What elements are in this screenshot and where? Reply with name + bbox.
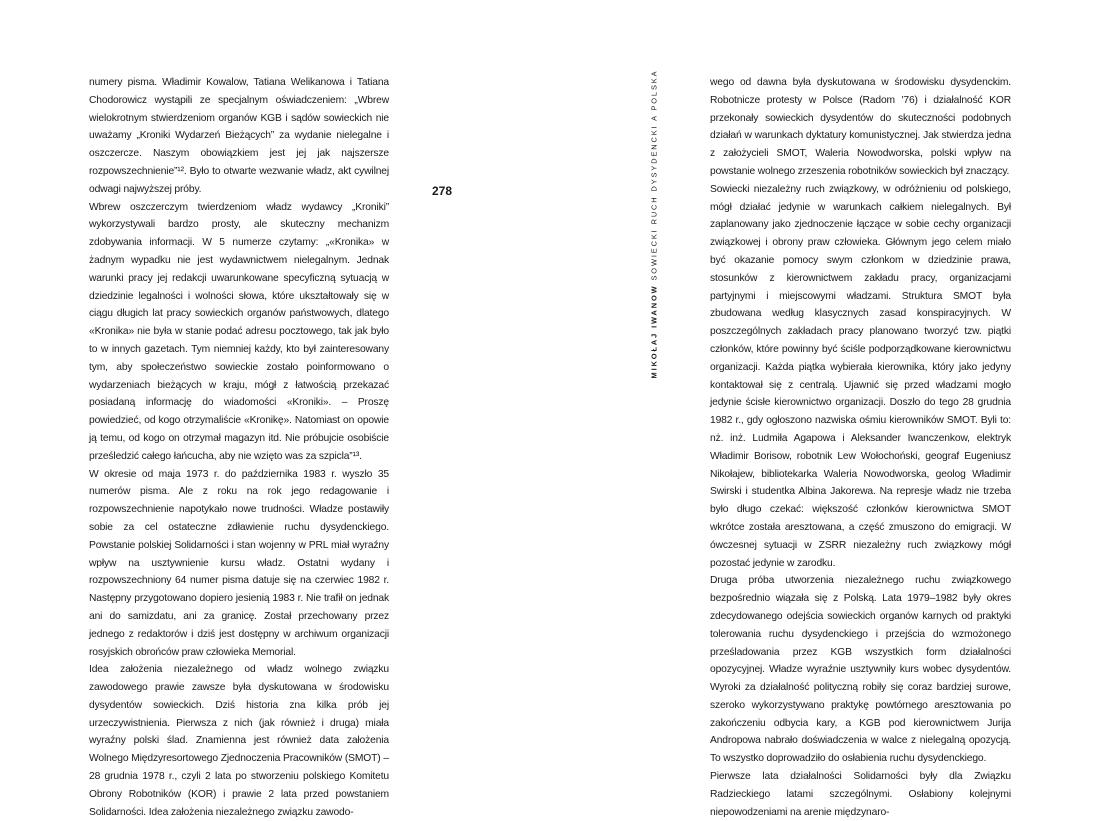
running-head-title: SOWIECKI RUCH DYSYDENCKI A POLSKA bbox=[649, 69, 659, 281]
right-text-column bbox=[710, 74, 1011, 821]
left-text-column bbox=[89, 74, 389, 821]
paragraph: numery pisma. Władimir Kowalow, Tatiana Welikanowa i Tatiana Chodorowicz wystąpili ze specjalnym oświadczeniem: „Wbrew wielokrotnym stwierdzeniom organów KGB i sądów sowieckich nie uważamy „Kroniki Wydarzeń Bieżących” za wydanie nielegalne i oszczercze. Naszym obowiązkiem jest jej jak najszersze rozpowszechnienie”¹². Było to otwarte wezwanie władz, akt cywilnej odwagi najwyższej próby. bbox=[89, 77, 389, 195]
paragraph: Idea założenia niezależnego od władz wolnego związku zawodowego prawie zawsze była dyskutowana w środowisku dysydentów sowieckich. Dziś historia zna kilka prób jej urzeczywistnienia. Pierwsza z nich (jak również i druga) miała wyraźny polski ślad. Znamienna jest również data założenia Wolnego Międzyresortowego Zjednoczenia Pracowników (SMOT) – 28 grudnia 1978 r., czyli 2 lata po stworzeniu polskiego Komitetu Obrony Robotników (KOR) i prawie 2 lata przed powstaniem Solidarności. Idea założenia niezależnego związku zawodo- bbox=[89, 664, 389, 818]
running-head bbox=[650, 70, 659, 379]
paragraph: W okresie od maja 1973 r. do października 1983 r. wyszło 35 numerów pisma. Ale z roku na rok jego redagowanie i rozpowszechnienie napotykało nowe trudności. Władze postawiły sobie za cel ostateczne zdławienie ruchu dysydenckiego. Powstanie polskiej Solidarności i stan wojenny w PRL miał wyraźny wpływ na usztywnienie kursu władz. Ostatni wydany i rozpowszechniony 64 numer pisma datuje się na czerwiec 1982 r. Następny przygotowano dopiero jesienią 1983 r. Nie trafił on jednak ani do samizdatu, ani za granicę. Został przechowany przez jednego z redaktorów i dziś jest dostępny w archiwum organizacji rosyjskich obrońców praw człowieka Memorial. bbox=[89, 468, 389, 658]
paragraph: wego od dawna była dyskutowana w środowisku dysydenckim. Robotnicze protesty w Polsce (Radom '76) i działalność KOR przekonały sowieckich dysydentów do skuteczności podobnych działań w warunkach dyktatury komunistycznej. Jak stwierdza jedna z założycieli SMOT, Waleria Nowodworska, polski wpływ na powstanie wolnego zrzeszenia robotników sowieckich był znaczący. bbox=[710, 77, 1011, 177]
page-number: 278 bbox=[432, 184, 453, 198]
paragraph: Sowiecki niezależny ruch związkowy, w odróżnieniu od polskiego, mógł działać jedynie w warunkach całkiem nielegalnych. Był zaplanowany jako zjednoczenie łączące w sobie cechy organizacji związkowej i obrony praw człowieka. Głównym jego celem miało być okazanie pomocy swym członkom w dziedzinie prawa, stosunków z kierownictwem zakładu pracy, organizacjami partyjnymi i miejscowymi władzami. Struktura SMOT była zbudowana według klasycznych zasad konspiracyjnych. W poszczególnych zakładach pracy planowano tworzyć tzw. piątki członków, które powinny być ściśle podporządkowane kierownictwu organizacji. Każda piątka wybierała kierownika, który jako jedyny kontaktował się z centralą. Ujawnić się przed władzami mogło jedynie ścisłe kierownictwo organizacji. Doszło do tego 28 grudnia 1982 r., gdy ogłoszono nazwiska ośmiu kierowników SMOT. Byli to: nż. inż. Ludmiła Agapowa i Aleksander Iwanczenkow, elektryk Władimir Borisow, robotnik Lew Wołochoński, geograf Eugeniusz Nikołajew, bibliotekarka Waleria Nowodworska, geolog Władimir Swirski i studentka Albina Jakorewa. Na represje władz nie trzeba było długo czekać: większość członków kierownictwa SMOT wkrótce została aresztowana, a część zmuszono do emigracji. W ówczesnej sytuacji w ZSRR niezależny ruch związkowy mógł pozostać jedynie w zarodku. bbox=[710, 183, 1011, 569]
paragraph: Wbrew oszczerczym twierdzeniom władz wydawcy „Kroniki” wykorzystywali bardzo prosty, ale skuteczny mechanizm zdobywania informacji. W 5 numerze czytamy: „«Kronika» w żadnym wypadku nie jest wydawnictwem nielegalnym. Jednak warunki pracy jej redakcji uwarunkowane specyficzną sytuacją w dziedzinie legalności i wolności słowa, które ukształtowały się w ciągu długich lat pracy sowieckich organów państwowych, dlatego «Kronika» nie była w stanie podać adresu pocztowego, tak jak było to w innych gazetach. Tym niemniej każdy, kto był zainteresowany tym, aby społeczeństwo sowieckie zostało poinformowano o wydarzeniach bieżących w kraju, mógł z łatwością przekazać posiadaną informację do wiadomości «Kroniki». – Proszę powiedzieć, od kogo otrzymaliście «Kronikę». Natomiast on opowie ją temu, od kogo on otrzymał magazyn itd. Nie próbujcie osobiście prześledzić całego łańcucha, aby nie wzięto was za szpicla”¹³. bbox=[89, 201, 389, 462]
running-head-author: MIKOŁAJ IWANOW bbox=[649, 284, 659, 379]
paragraph: Druga próba utworzenia niezależnego ruchu związkowego bezpośrednio wiązała się z Polską. Lata 1979–1982 były okres zdecydowanego odejścia sowieckich organów karnych od praktyki tolerowania ruchu dysydenckiego i przejścia do wzmożonego prześladowania przez KGB wszystkich form działalności opozycyjnej. Władze wyraźnie usztywniły kurs wobec dysydentów. Wyroki za działalność polityczną robiły się coraz bardziej surowe, szeroko wykorzystywano praktykę powtórnego aresztowania po zakończeniu odbycia kary, a KGB pod kierownictwem Jurija Andropowa nabrało doświadczenia w walce z nielegalną opozycją. To wszystko doprowadziło do osłabienia ruchu dysydenckiego. bbox=[710, 575, 1011, 765]
paragraph: Pierwsze lata działalności Solidarności były dla Związku Radzieckiego latami szczególnymi. Osłabiony kolejnymi niepowodzeniami na arenie międzynaro- bbox=[710, 771, 1011, 818]
